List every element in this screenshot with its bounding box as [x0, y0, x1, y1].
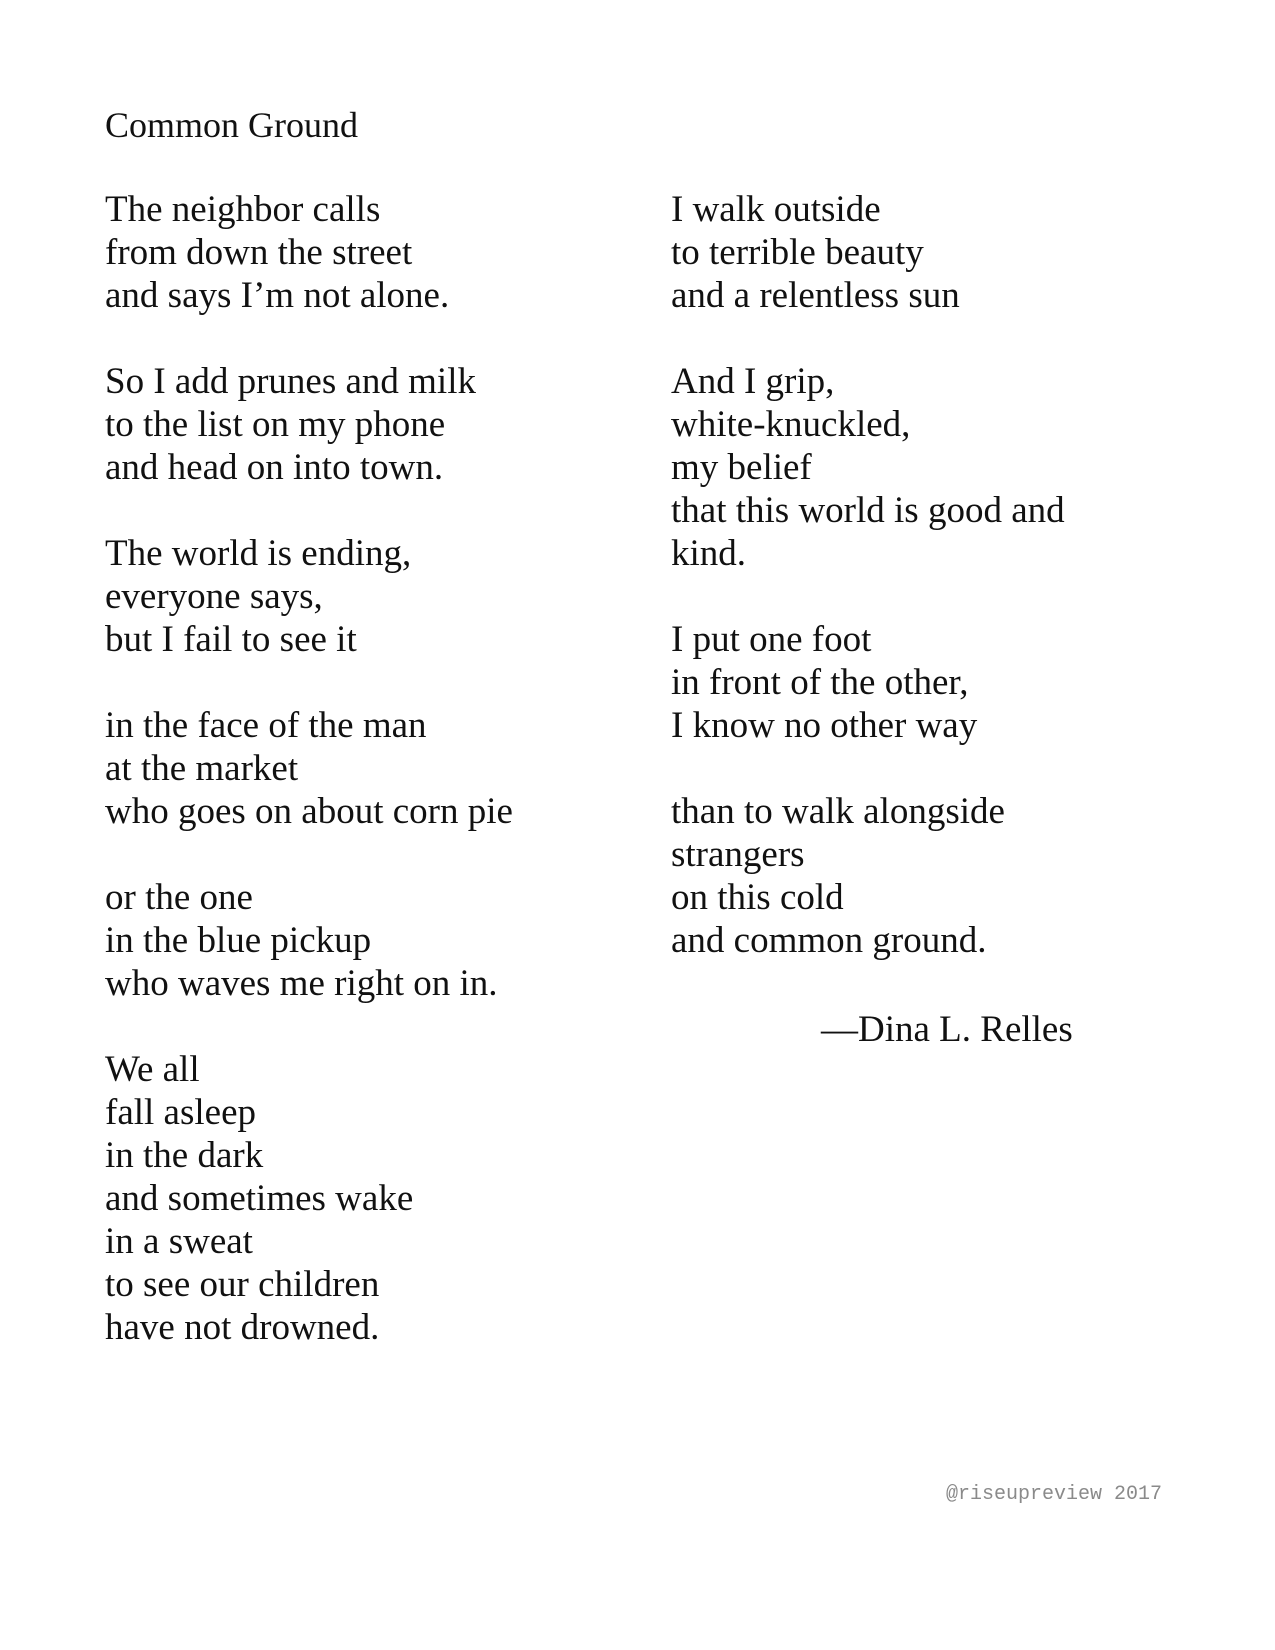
poem-line: I walk outside — [671, 189, 881, 230]
poem-line: I put one foot — [671, 619, 872, 660]
poem-right-column — [671, 188, 1231, 1005]
stanza — [671, 618, 1231, 747]
poem-line: to terrible beauty — [671, 232, 924, 273]
poem-line: that this world is good and — [671, 490, 1065, 531]
stanza — [671, 188, 1231, 317]
poem-line: and says I’m not alone. — [105, 275, 450, 316]
stanza — [105, 876, 665, 1005]
poem-line: and sometimes wake — [105, 1178, 414, 1219]
poem-line: in the blue pickup — [105, 920, 372, 961]
poem-line: everyone says, — [105, 576, 323, 617]
poem-line: I know no other way — [671, 705, 978, 746]
poem-line: and head on into town. — [105, 447, 444, 488]
poem-line: The world is ending, — [105, 533, 412, 574]
stanza — [105, 360, 665, 489]
poem-author: —Dina L. Relles — [821, 1009, 1073, 1050]
poem-title: Common Ground — [105, 105, 359, 145]
poem-line: or the one — [105, 877, 253, 918]
poem-line: at the market — [105, 748, 299, 789]
poem-line: strangers — [671, 834, 805, 875]
copyright-credit: @riseupreview 2017 — [945, 1483, 1162, 1506]
poem-line: have not drowned. — [105, 1307, 380, 1348]
poem-line: who waves me right on in. — [105, 963, 498, 1004]
poem-line: in a sweat — [105, 1221, 253, 1262]
poem-line: white-knuckled, — [671, 404, 911, 445]
poem-line: from down the street — [105, 232, 413, 273]
poem-line: in front of the other, — [671, 662, 969, 703]
poem-line: on this cold — [671, 877, 844, 918]
poem-line: So I add prunes and milk — [105, 361, 476, 402]
poem-line: who goes on about corn pie — [105, 791, 513, 832]
poem-line: in the face of the man — [105, 705, 427, 746]
poem-line: And I grip, — [671, 361, 835, 402]
poem-line: and a relentless sun — [671, 275, 960, 316]
stanza — [105, 188, 665, 317]
poem-line: my belief — [671, 447, 812, 488]
poem-line: We all — [105, 1049, 200, 1090]
stanza — [671, 360, 1231, 575]
stanza — [105, 532, 665, 661]
stanza — [105, 1048, 665, 1349]
stanza — [105, 704, 665, 833]
poem-line: than to walk alongside — [671, 791, 1005, 832]
poem-line: to the list on my phone — [105, 404, 446, 445]
poem-line: The neighbor calls — [105, 189, 381, 230]
poem-line: and common ground. — [671, 920, 987, 961]
poem-left-column — [105, 188, 665, 1392]
poem-line: but I fail to see it — [105, 619, 357, 660]
poem-line: in the dark — [105, 1135, 264, 1176]
poem-line: kind. — [671, 533, 747, 574]
stanza — [671, 790, 1231, 962]
poem-line: fall asleep — [105, 1092, 256, 1133]
poem-line: to see our children — [105, 1264, 380, 1305]
